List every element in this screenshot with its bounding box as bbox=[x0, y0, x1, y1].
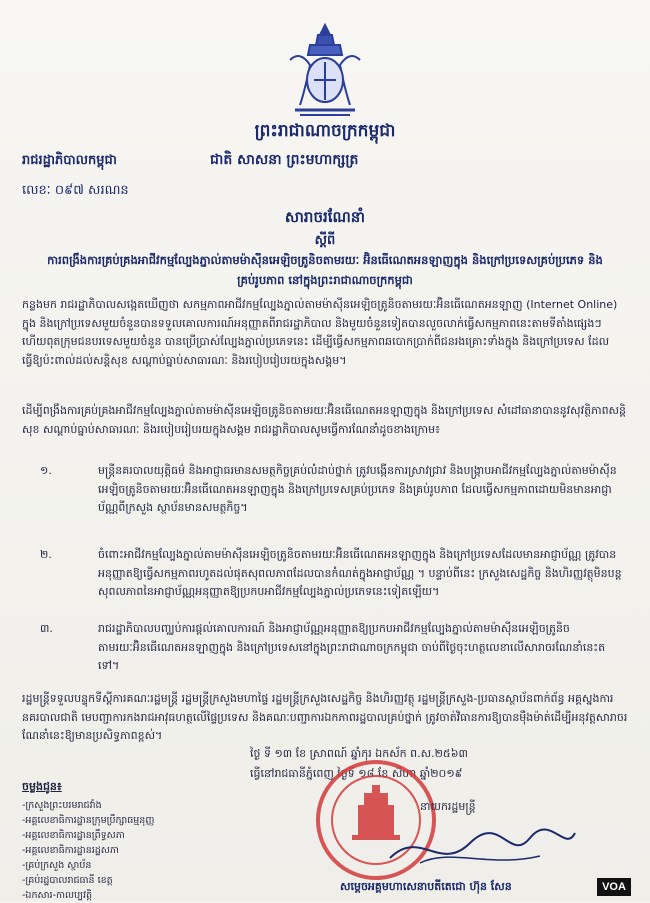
paragraph-1: កន្លងមក រាជរដ្ឋាភិបាលសង្កេតឃើញថា សកម្មភាពអាជីវកម្មល្បែងភ្នាល់តាមម៉ាស៊ីនអេឡិចត្រូនិចតាមរយៈអ៊ិនធើណេតអនឡាញ (Internet Online) ក្នុង និងក្រៅប្រទេសមួយចំនួនបានទទួលគោលការណ៍អនុញ្ញាតពីរាជរដ្ឋាភិបាល និងមួយចំនួនទៀតបានលួចលាក់ធ្វើសកម្មភាពនេះតាមទីតាំងផ្សេងៗ ហើយពុតក្រុមជនបរទេសមួយចំនួន បានប្រើប្រាស់ល្បែងភ្នាល់ប្រភេទនេះ ដើម្បីធ្វើសកម្មភាពឆបោកប្រាក់ពីជនរងគ្រោះទាំងក្នុង និងក្រៅប្រទេស ដែលធ្វើឱ្យប៉ះពាល់ដល់សន្តិសុខ សណ្តាប់ធ្នាប់សាធារណៈ និងរបៀបរៀបរយក្នុងសង្គម។ bbox=[22, 298, 618, 367]
list-item: -ក្រសួងព្រះបរមរាជវាំង bbox=[22, 800, 102, 811]
list-item-text: ចំពោះអាជីវកម្មល្បែងភ្នាល់តាមម៉ាស៊ីនអេឡិចត្រូនិចតាមរយៈអ៊ិនធើណេតអនឡាញក្នុង និងក្រៅប្រទេសដែលមានអាជ្ញាប័ណ្ណ ត្រូវបានអនុញ្ញាតឱ្យធ្វើសកម្មភាពរហូតដល់ផុតសុពលភាពដែលបានកំណត់ក្នុងអាជ្ញាប័ណ្ណ ។ បន្ទាប់ពីនេះ ក្រសួងសេដ្ឋកិច្ច និងហិរញ្ញវត្ថុមិនបន្តសុពលភាពនៃអាជ្ញាប័ណ្ណអនុញ្ញាតឱ្យប្រកបអាជីវកម្មល្បែងភ្នាល់ប្រភេទនេះទៀតឡើយ។ bbox=[98, 548, 622, 598]
list-item-text: រាជរដ្ឋាភិបាលបញ្ឈប់ការផ្តល់គោលការណ៍ និងអាជ្ញាប័ណ្ណអនុញ្ញាតឱ្យប្រកបអាជីវកម្មល្បែងភ្នាល់តាមម៉ាស៊ីនអេឡិចត្រូនិចតាមរយៈអ៊ិនធើណេតអនឡាញក្នុង និងក្រៅប្រទេសនៅក្នុងព្រះរាជាណាចក្រកម្ពុជា ចាប់ពីថ្ងៃចុះហត្ថលេខាលើសារាចរណែនាំនេះតទៅ។ bbox=[98, 622, 606, 672]
list-item: -គ្រប់រដ្ឋបាលរាជធានី ខេត្ត bbox=[22, 875, 113, 886]
subject-text: ការពង្រឹងការគ្រប់គ្រងអាជីវកម្មល្បែងភ្នាល់តាមម៉ាស៊ីនអេឡិចត្រូនិចតាមរយៈ អ៊ិនធើណេតអនឡាញក្នុង និងក្រៅប្រទេសគ្រប់ប្រភេទ និងគ្រប់រូបភាព នៅក្នុងព្រះរាជាណាចក្រកម្ពុជា bbox=[47, 253, 603, 287]
signature-icon bbox=[380, 818, 580, 878]
list-item-number: ៣. bbox=[40, 622, 53, 635]
list-item-text: មន្ត្រីនគរបាលយុត្តិធម៌ និងអាជ្ញាធរមានសមត្ថកិច្ចគ្រប់លំដាប់ថ្នាក់ ត្រូវបង្កើនការស្រាវជ្រាវ និងបង្ក្រាបអាជីវកម្មល្បែងភ្នាល់តាមម៉ាស៊ីនអេឡិចត្រូនិចតាមរយៈអ៊ិនធើណេតអនឡាញក្នុង និងក្រៅប្រទេសគ្រប់ប្រភេទ និងគ្រប់រូបភាព ដែលធ្វើសកម្មភាពដោយមិនមានអាជ្ញាប័ណ្ណពីក្រសួង ស្ថាប័នមានសមត្ថកិច្ច។ bbox=[98, 464, 617, 514]
document-title: សារាចរណែនាំ bbox=[284, 208, 366, 226]
recipients-title: ចម្លងជូន៖ bbox=[22, 780, 62, 793]
paragraph-2: ដើម្បីពង្រឹងការគ្រប់គ្រងអាជីវកម្មល្បែងភ្នាល់តាមម៉ាស៊ីនអេឡិចត្រូនិចតាមរយៈអ៊ិនធើណេតអនឡាញក្នុង និងក្រៅប្រទេស សំដៅធានាបាននូវសុវត្ថិភាពសន្តិសុខ សណ្តាប់ធ្នាប់សាធារណៈ និងរបៀបរៀបរយក្នុងសង្គម រាជរដ្ឋាភិបាលសូមធ្វើការណែនាំដូចខាងក្រោម៖ bbox=[22, 404, 627, 436]
list-item: -អគ្គលេខាធិការដ្ឋានរដ្ឋសភា bbox=[22, 845, 119, 856]
national-motto: ជាតិ សាសនា ព្រះមហាក្សត្រ bbox=[210, 152, 359, 168]
reference-number: លេខៈ ០៩៧ សរណន bbox=[22, 183, 129, 198]
list-item: -អគ្គលេខាធិការដ្ឋានក្រុមប្រឹក្សាធម្មនុញ្ញ bbox=[22, 815, 155, 826]
lunar-date: ថ្ងៃ ទី ១៣ ខែ ស្រាពណ៍ ឆ្នាំកុរ ឯកស័ក ព.ស.២៥៦៣ bbox=[250, 747, 468, 760]
list-item: -អគ្គលេខាធិការដ្ឋានព្រឹទ្ធសភា bbox=[22, 830, 125, 841]
signatory-name: សម្តេចអគ្គមហាសេនាបតីតេជោ ហ៊ុន សែន bbox=[340, 880, 512, 893]
voa-watermark: VOA bbox=[597, 878, 631, 896]
kingdom-heading: ព្រះរាជាណាចក្រកម្ពុជា bbox=[254, 121, 396, 141]
list-item: -គ្រប់ក្រសួង ស្ថាប័ន bbox=[22, 860, 92, 871]
ministry-label: រាជរដ្ឋាភិបាលកម្ពុជា bbox=[22, 153, 117, 168]
subject-label: ស្តីពី bbox=[314, 233, 336, 248]
list-item-number: ២. bbox=[40, 548, 52, 561]
recipients-list bbox=[22, 798, 242, 903]
signatory-title: នាយករដ្ឋមន្ត្រី bbox=[420, 800, 476, 813]
solar-date: ធ្វើនៅរាជធានីភ្នំពេញ ថ្ងៃទី ១៨ ខែ សីហា ឆ្នាំ២០១៩ bbox=[250, 767, 463, 780]
paragraph-3: រដ្ឋមន្ត្រីទទួលបន្ទុកទីស្តីការគណៈរដ្ឋមន្ត្រី រដ្ឋមន្ត្រីក្រសួងមហាផ្ទៃ រដ្ឋមន្ត្រីក្រសួងសេដ្ឋកិច្ច និងហិរញ្ញវត្ថុ រដ្ឋមន្ត្រីក្រសួង-ប្រធានស្ថាប័នពាក់ព័ន្ធ អគ្គស្នងការនគរបាលជាតិ មេបញ្ជាការកងរាជអាវុធហត្ថលើផ្ទៃប្រទេស និងគណៈបញ្ជាការឯកភាពរដ្ឋបាលគ្រប់ថ្នាក់ ត្រូវចាត់វិធានការឱ្យបានម៉ឺងម៉ាត់ដើម្បីអនុវត្តសារាចរណែនាំនេះឱ្យមានប្រសិទ្ធភាពខ្ពស់។ bbox=[22, 692, 628, 742]
list-item-number: ១. bbox=[40, 464, 52, 477]
list-item: -ឯកសារ-កាលប្បវត្តិ bbox=[22, 890, 92, 901]
royal-emblem-icon bbox=[280, 20, 370, 120]
